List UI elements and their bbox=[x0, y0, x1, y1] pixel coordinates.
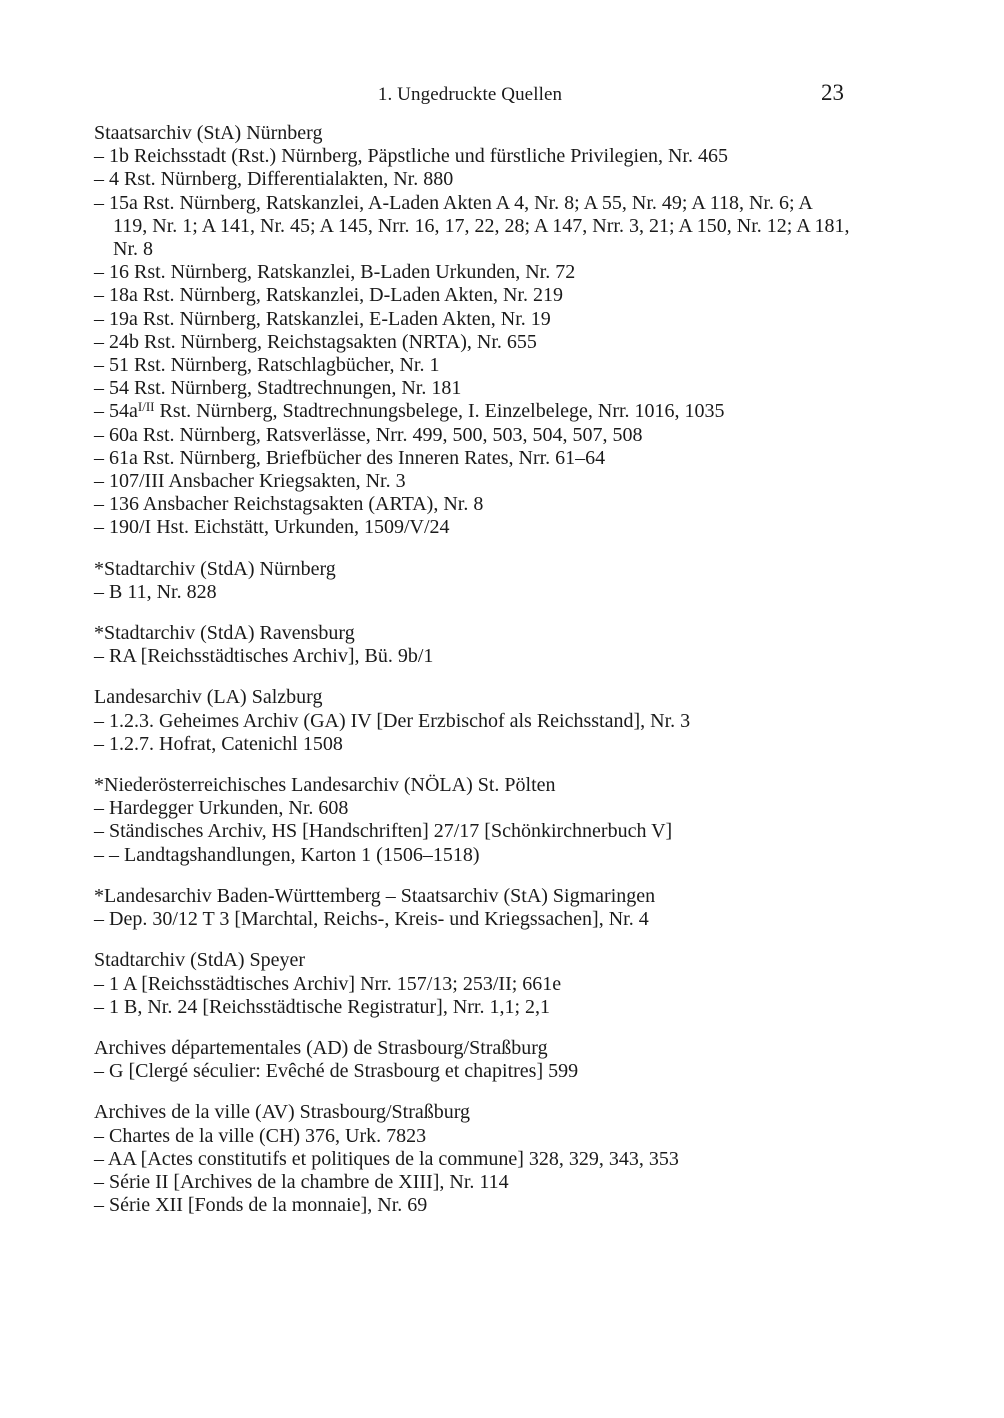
entry-text: Rst. Nürnberg, Stadtrechnungsbelege, I. Einzelbelege, Nrr. 1016, 1035 bbox=[154, 400, 725, 423]
archive-entry: – 51 Rst. Nürnberg, Ratschlagbücher, Nr. 1 bbox=[94, 354, 440, 377]
archive-entry: – RA [Reichsstädtisches Archiv], Bü. 9b/1 bbox=[94, 645, 434, 668]
archive-entry: – 24b Rst. Nürnberg, Reichstagsakten (NRTA), Nr. 655 bbox=[94, 330, 537, 353]
archive-entry: – 4 Rst. Nürnberg, Differentialakten, Nr. 880 bbox=[94, 168, 454, 191]
archive-entry: – 1 A [Reichsstädtisches Archiv] Nrr. 157/13; 253/II; 661e bbox=[94, 972, 562, 995]
archive-heading: Staatsarchiv (StA) Nürnberg bbox=[94, 122, 323, 144]
archive-entry: – 1b Reichsstadt (Rst.) Nürnberg, Päpstliche und fürstliche Privilegien, Nr. 465 bbox=[94, 145, 728, 168]
archive-entry bbox=[94, 400, 850, 423]
archive-entry: – G [Clergé séculier: Evêché de Strasbourg et chapitres] 599 bbox=[94, 1060, 579, 1083]
archive-entry: – Ständisches Archiv, HS [Handschriften] 27/17 [Schönkirchnerbuch V] bbox=[94, 820, 673, 843]
archive-group bbox=[94, 1037, 850, 1083]
archive-entry: – 54 Rst. Nürnberg, Stadtrechnungen, Nr. 181 bbox=[94, 377, 462, 400]
archive-group bbox=[94, 686, 850, 756]
archive-entry: – 107/III Ansbacher Kriegsakten, Nr. 3 bbox=[94, 470, 406, 493]
archive-group bbox=[94, 622, 850, 668]
archive-entry: – AA [Actes constitutifs et politiques de la commune] 328, 329, 343, 353 bbox=[94, 1147, 679, 1170]
archive-entry: – Série II [Archives de la chambre de XIII], Nr. 114 bbox=[94, 1170, 509, 1193]
archive-entry: – 136 Ansbacher Reichstagsakten (ARTA), Nr. 8 bbox=[94, 493, 484, 516]
archive-entry: – Dep. 30/12 T 3 [Marchtal, Reichs-, Kreis- und Kriegssachen], Nr. 4 bbox=[94, 908, 649, 931]
archive-heading: *Stadtarchiv (StdA) Ravensburg bbox=[94, 622, 355, 645]
entry-prefix: – 54a bbox=[94, 400, 138, 423]
entry-superscript: I/II bbox=[137, 399, 155, 415]
archive-entry: – Série XII [Fonds de la monnaie], Nr. 69 bbox=[94, 1194, 428, 1217]
archive-entry: – Chartes de la ville (CH) 376, Urk. 7823 bbox=[94, 1124, 427, 1147]
archive-entry: – 1.2.7. Hofrat, Catenichl 1508 bbox=[94, 732, 343, 755]
running-head bbox=[94, 80, 846, 110]
archive-group bbox=[94, 122, 850, 540]
archive-entry: – 61a Rst. Nürnberg, Briefbücher des Inneren Rates, Nrr. 61–64 bbox=[94, 446, 606, 469]
archive-heading: *Landesarchiv Baden-Württemberg – Staatsarchiv (StA) Sigmaringen bbox=[94, 884, 656, 907]
archive-entry: – 1 B, Nr. 24 [Reichsstädtische Registratur], Nrr. 1,1; 2,1 bbox=[94, 995, 551, 1018]
archive-entry: – 16 Rst. Nürnberg, Ratskanzlei, B-Laden Urkunden, Nr. 72 bbox=[94, 261, 576, 284]
archive-group bbox=[94, 1101, 850, 1217]
archive-entry: – 60a Rst. Nürnberg, Ratsverlässe, Nrr. 499, 500, 503, 504, 507, 508 bbox=[94, 423, 643, 446]
archive-heading: Landesarchiv (LA) Salzburg bbox=[94, 686, 323, 709]
archive-heading: *Niederösterreichisches Landesarchiv (NÖLA) St. Pölten bbox=[94, 774, 556, 797]
archive-entry: – 19a Rst. Nürnberg, Ratskanzlei, E-Laden Akten, Nr. 19 bbox=[94, 307, 551, 330]
archive-entry: – 1.2.3. Geheimes Archiv (GA) IV [Der Erzbischof als Reichsstand], Nr. 3 bbox=[94, 709, 691, 732]
archive-entry: – – Landtagshandlungen, Karton 1 (1506–1518) bbox=[94, 843, 480, 866]
archive-entry: – 190/I Hst. Eichstätt, Urkunden, 1509/V/24 bbox=[94, 516, 450, 539]
page-number: 23 bbox=[821, 80, 844, 105]
archive-heading: *Stadtarchiv (StdA) Nürnberg bbox=[94, 557, 336, 580]
running-title: 1. Ungedruckte Quellen bbox=[377, 84, 563, 105]
archive-entry: – 18a Rst. Nürnberg, Ratskanzlei, D-Laden Akten, Nr. 219 bbox=[94, 284, 563, 307]
archive-heading: Stadtarchiv (StdA) Speyer bbox=[94, 949, 306, 972]
archive-group bbox=[94, 774, 850, 867]
archive-entry: – 15a Rst. Nürnberg, Ratskanzlei, A-Laden Akten A 4, Nr. 8; A 55, Nr. 49; A 118, Nr. 6; A 119, Nr. 1; A 141, Nr. 45; A 145, Nrr. 16, 17, 22, 28; A 147, Nrr. 3, 21; A 150, Nr. 12; A 181, Nr. 8 bbox=[94, 191, 850, 261]
source-list bbox=[94, 122, 850, 1235]
archive-group bbox=[94, 558, 850, 604]
archive-entry: – Hardegger Urkunden, Nr. 608 bbox=[94, 797, 349, 820]
archive-entry: – B 11, Nr. 828 bbox=[94, 580, 217, 603]
archive-heading: Archives départementales (AD) de Strasbourg/Straßburg bbox=[94, 1036, 548, 1059]
archive-group bbox=[94, 885, 850, 931]
archive-heading: Archives de la ville (AV) Strasbourg/Straßburg bbox=[94, 1101, 471, 1124]
archive-group bbox=[94, 949, 850, 1019]
